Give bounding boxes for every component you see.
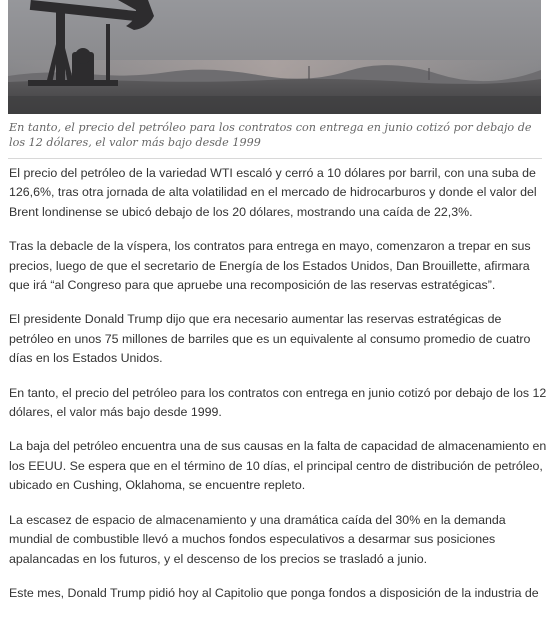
caption-divider [8,158,542,159]
article-paragraph: La escasez de espacio de almacenamiento y una dramática caída del 30% en la demanda mundial de combustible llevó a muchos fondos especulativos a desarmar sus posiciones apalancadas en los futuros, y el descenso de los precios se trasladó a junio. [9,512,506,566]
article-paragraph: La baja del petróleo encuentra una de sus causas en la falta de capacidad de almacenamiento en los EEUU. Se espera que en el término de 10 días, el principal centro de distribución de petróleo, ubicado en Cushing, Oklahoma, se encuentre repleto. [9,439,547,493]
article-paragraph: El presidente Donald Trump dijo que era necesario aumentar las reservas estratégicas de petróleo en unos 75 millones de barriles que es un equivalente al consumo promedio de cuatro días en los Estados Unidos. [9,312,531,366]
article-paragraph: Este mes, Donald Trump pidió hoy al Capitolio que ponga fondos a disposición de la industria de [9,585,539,600]
article-paragraph: Tras la debacle de la víspera, los contratos para entrega en mayo, comenzaron a trepar en sus precios, luego de que el secretario de Energía de los Estados Unidos, Dan Brouillette, afirmara que irá “al Congreso para que apruebe una recomposición de las reservas estratégicas”. [9,239,531,293]
photo-caption: En tanto, el precio del petróleo para los contratos con entrega en junio cotizó por debajo de los 12 dólares, el valor más bajo desde 1999 [9,121,532,149]
oil-pump-jack-photo [8,0,541,114]
article-body [9,164,549,618]
article-paragraph: El precio del petróleo de la variedad WTI escaló y cerró a 10 dólares por barril, con una suba de 126,6%, tras otra jornada de alta volatilidad en el mercado de hidrocarburos y donde el valor del Brent londinense se ubicó debajo de los 20 dólares, mostrando una caída de 22,3%. [9,166,537,219]
article-paragraph: En tanto, el precio del petróleo para los contratos con entrega en junio cotizó por debajo de los 12 dólares, el valor más bajo desde 1999. [9,385,547,420]
